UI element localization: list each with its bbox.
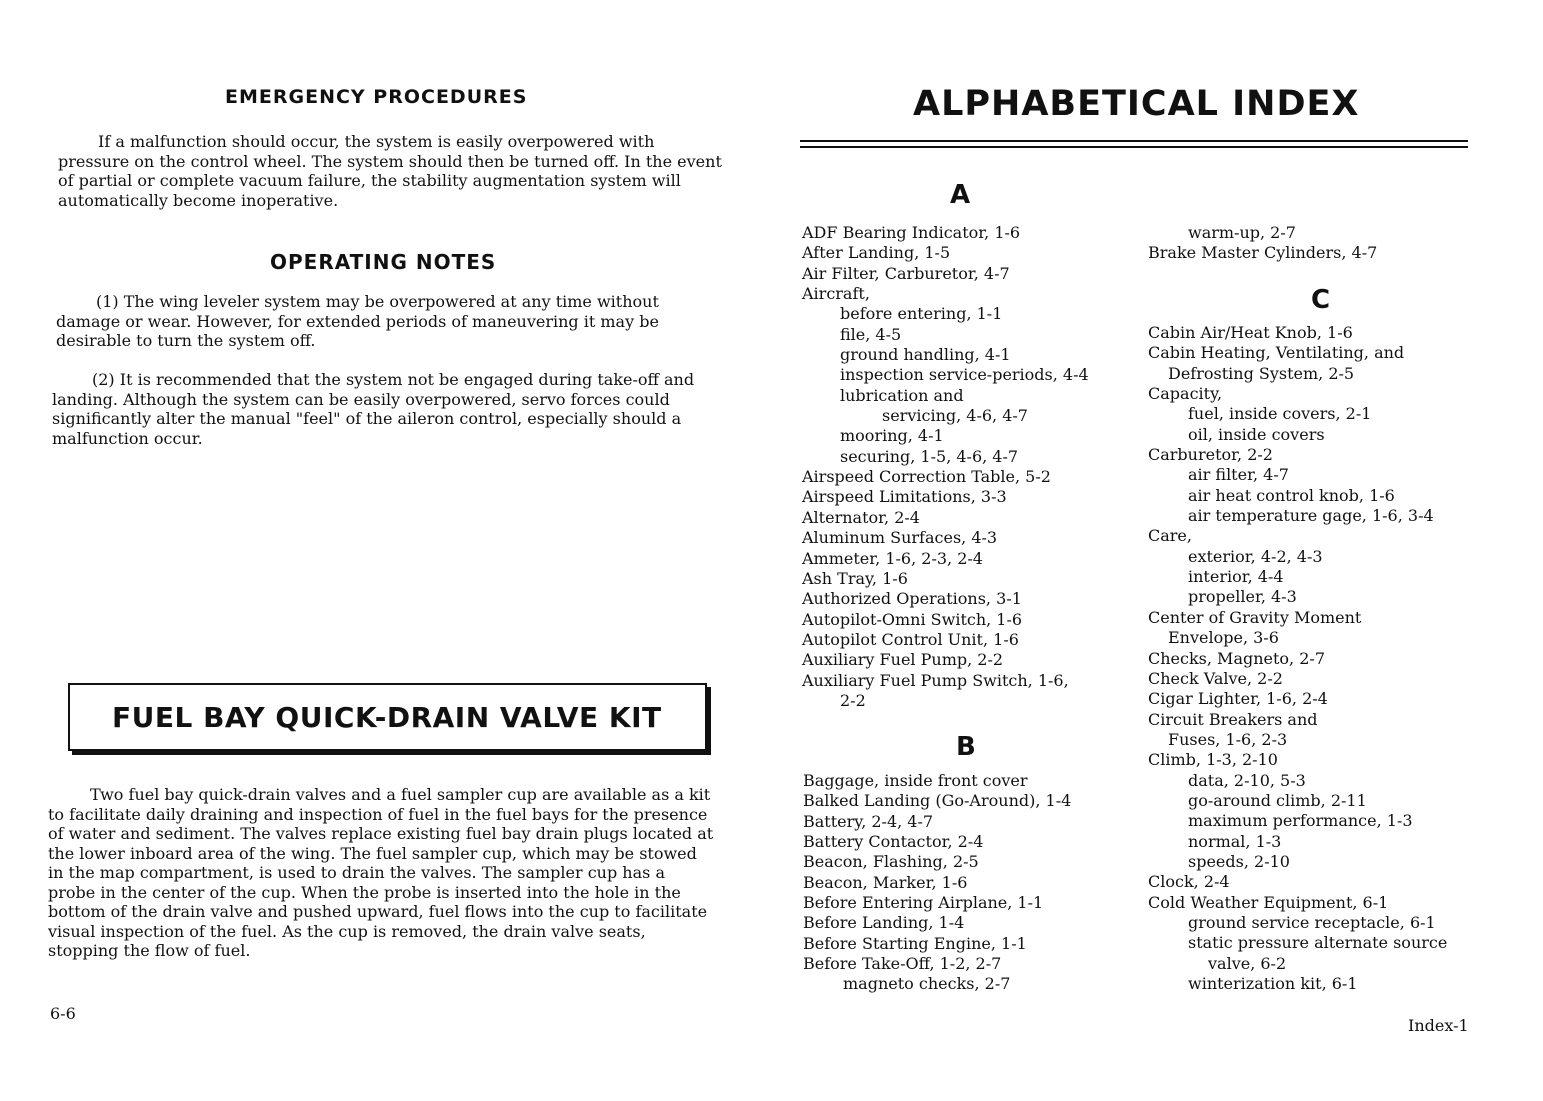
index-subentry: ground service receptacle, 6-1: [1188, 912, 1436, 932]
operating-note-1: (1) The wing leveler system may be overpowered at any time without damage or wear. However, for extended periods of maneuvering it may be desirable to turn the system off.: [56, 292, 659, 350]
index-subentry: static pressure alternate source: [1188, 933, 1448, 953]
index-subentry: oil, inside covers: [1188, 424, 1325, 444]
index-entry: Baggage, inside front cover: [803, 771, 1028, 790]
index-entry: Airspeed Limitations, 3-3: [802, 487, 1007, 507]
index-entry: Beacon, Marker, 1-6: [803, 872, 968, 892]
index-entry: Capacity,: [1148, 384, 1223, 404]
left-page: [0, 0, 770, 1101]
index-entry: Carburetor, 2-2: [1148, 445, 1273, 465]
index-subentry: valve, 6-2: [1208, 953, 1287, 973]
operating-notes-heading: OPERATING NOTES: [270, 250, 497, 274]
index-entry: Check Valve, 2-2: [1148, 668, 1283, 688]
index-subentry: interior, 4-4: [1188, 567, 1284, 587]
section-letter-b: B: [956, 732, 976, 762]
index-entry: Climb, 1-3, 2-10: [1148, 750, 1278, 770]
index-subentry: lubrication and: [840, 385, 964, 405]
index-entry: Ammeter, 1-6, 2-3, 2-4: [802, 548, 983, 568]
index-subentry: winterization kit, 6-1: [1188, 974, 1358, 993]
index-entry: After Landing, 1-5: [802, 243, 951, 263]
index-subentry: inspection service-periods, 4-4: [840, 365, 1089, 385]
index-subentry: 2-2: [840, 690, 866, 710]
index-subentry: mooring, 4-1: [840, 426, 944, 446]
page-number: Index-1: [1408, 1016, 1469, 1035]
index-subentry: ground handling, 4-1: [840, 345, 1011, 365]
index-entry: Balked Landing (Go-Around), 1-4: [803, 791, 1072, 811]
operating-note-2: (2) It is recommended that the system not be engaged during take-off and landing. Although the system can be easily overpowered, servo forces could significantly alter the manual "feel" of the aileron control, especially should a malfunction occur.: [52, 370, 695, 448]
index-entry: Air Filter, Carburetor, 4-7: [802, 263, 1010, 283]
index-subentry: securing, 1-5, 4-6, 4-7: [840, 446, 1019, 466]
index-subentry: air filter, 4-7: [1188, 465, 1289, 485]
index-entry: Clock, 2-4: [1148, 872, 1230, 892]
index-subentry: air heat control knob, 1-6: [1188, 485, 1395, 505]
index-entry: Center of Gravity Moment: [1148, 607, 1362, 627]
index-entry: Aluminum Surfaces, 4-3: [802, 528, 998, 548]
index-subentry: go-around climb, 2-11: [1188, 790, 1367, 810]
section-letter-a: A: [950, 180, 971, 210]
index-entry-continuation: Envelope, 3-6: [1168, 628, 1279, 648]
index-title: ALPHABETICAL INDEX: [913, 84, 1360, 124]
index-section-a: [802, 223, 1089, 711]
index-entry-continuation: Defrosting System, 2-5: [1168, 363, 1355, 383]
index-entry: Auxiliary Fuel Pump Switch, 1-6,: [802, 670, 1069, 690]
index-entry: Checks, Magneto, 2-7: [1148, 648, 1325, 668]
index-subentry: data, 2-10, 5-3: [1188, 770, 1306, 790]
fuel-bay-paragraph: Two fuel bay quick-drain valves and a fuel sampler cup are available as a kit to facilitate daily draining and inspection of fuel in the fuel bays for the presence of water and sediment. The valves replace existing fuel bay drain plugs located at the lower inboard area of the wing. The fuel sampler cup, which may be stowed in the map compartment, is used to drain the valves. The sampler cup has a probe in the center of the cup. When the probe is inserted into the hole in the bottom of the drain valve and pushed upward, fuel flows into the cup to facilitate visual inspection of the fuel. As the cup is removed, the drain valve seats, stopping the flow of fuel.: [48, 785, 714, 960]
index-section-b: [803, 771, 1071, 995]
index-subentry: air temperature gage, 1-6, 3-4: [1188, 506, 1434, 526]
title-rule-upper: [800, 140, 1468, 142]
index-subentry: propeller, 4-3: [1188, 587, 1297, 607]
fuel-bay-heading-box: [68, 683, 707, 751]
index-subentry: warm-up, 2-7: [1188, 223, 1296, 242]
index-entry: Auxiliary Fuel Pump, 2-2: [802, 650, 1004, 670]
index-entry: Autopilot-Omni Switch, 1-6: [802, 609, 1023, 629]
index-entry-continuation: Fuses, 1-6, 2-3: [1168, 729, 1288, 749]
index-section-b-continued: [1148, 223, 1377, 264]
emergency-procedures-heading: EMERGENCY PROCEDURES: [225, 86, 528, 108]
section-letter-c: C: [1311, 285, 1331, 315]
index-entry: Before Starting Engine, 1-1: [803, 933, 1027, 953]
index-entry: Before Take-Off, 1-2, 2-7: [803, 954, 1002, 974]
index-subentry: fuel, inside covers, 2-1: [1188, 404, 1372, 424]
emergency-procedures-paragraph: If a malfunction should occur, the system is easily overpowered with pressure on the control wheel. The system should then be turned off. In the event of partial or complete vacuum failure, the stability augmentation system will automatically become inoperative.: [58, 132, 722, 210]
index-entry: Ash Tray, 1-6: [802, 568, 908, 588]
index-entry: ADF Bearing Indicator, 1-6: [802, 223, 1021, 242]
right-page: [770, 0, 1543, 1101]
index-entry: Before Landing, 1-4: [803, 913, 965, 933]
index-entry: Autopilot Control Unit, 1-6: [802, 629, 1019, 649]
index-entry: Authorized Operations, 3-1: [802, 589, 1022, 609]
index-entry: Battery, 2-4, 4-7: [803, 811, 934, 831]
index-entry: Beacon, Flashing, 2-5: [803, 852, 979, 872]
index-section-c: [1148, 323, 1447, 994]
page-number: 6-6: [50, 1004, 76, 1023]
index-entry: Cigar Lighter, 1-6, 2-4: [1148, 689, 1328, 709]
index-entry: Before Entering Airplane, 1-1: [803, 893, 1044, 913]
index-entry: Cabin Heating, Ventilating, and: [1148, 343, 1405, 363]
index-entry: Battery Contactor, 2-4: [803, 832, 984, 852]
index-subentry: maximum performance, 1-3: [1188, 811, 1413, 831]
index-entry: Aircraft,: [802, 284, 870, 304]
index-entry: Cabin Air/Heat Knob, 1-6: [1148, 323, 1353, 342]
index-subentry: file, 4-5: [840, 324, 902, 344]
index-subentry: servicing, 4-6, 4-7: [882, 406, 1028, 426]
index-subentry: before entering, 1-1: [840, 304, 1003, 324]
index-entry: Care,: [1148, 526, 1192, 546]
index-subentry: normal, 1-3: [1188, 831, 1282, 851]
index-entry: Cold Weather Equipment, 6-1: [1148, 892, 1389, 912]
index-entry: Alternator, 2-4: [802, 507, 920, 527]
fuel-bay-heading: FUEL BAY QUICK-DRAIN VALVE KIT: [112, 701, 662, 734]
index-entry: Circuit Breakers and: [1148, 709, 1318, 729]
title-rule-lower: [800, 146, 1468, 148]
index-subentry: magneto checks, 2-7: [843, 974, 1011, 994]
index-entry: Brake Master Cylinders, 4-7: [1148, 243, 1378, 263]
index-subentry: speeds, 2-10: [1188, 851, 1290, 871]
index-subentry: exterior, 4-2, 4-3: [1188, 546, 1323, 566]
index-entry: Airspeed Correction Table, 5-2: [802, 467, 1051, 487]
